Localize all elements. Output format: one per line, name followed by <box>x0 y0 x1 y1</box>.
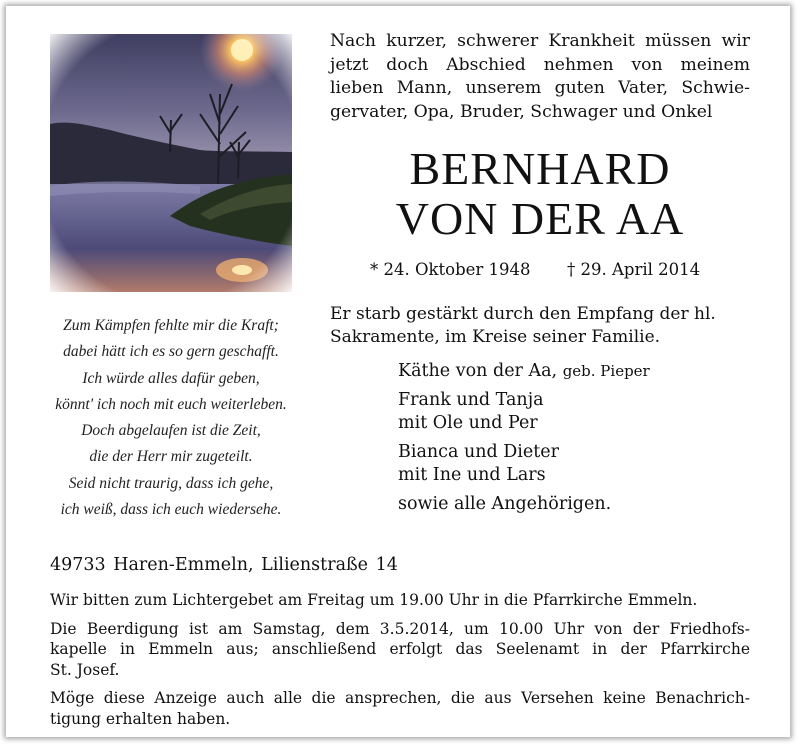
mourner-group <box>398 389 758 436</box>
deceased-first-name: BERNHARD <box>409 143 671 194</box>
mourner-widow <box>398 360 758 384</box>
notice-line: St. Josef. <box>50 660 120 679</box>
mourner-line: mit Ole und Per <box>398 413 538 433</box>
prayer-notice <box>50 590 750 611</box>
intro-text <box>330 30 750 124</box>
funeral-notice <box>50 619 750 681</box>
poem-line: könnt' ich noch mit euch weiterleben. <box>55 395 287 413</box>
death-note-line: Er starb gestärkt durch den Empfang der hl. <box>330 304 716 324</box>
death-note-line: Sakramente, im Kreise seiner Familie. <box>330 327 661 347</box>
notices <box>50 590 750 737</box>
deceased-name <box>330 144 750 244</box>
mourner-line: mit Ine und Lars <box>398 465 546 485</box>
notice-line: tigung erhalten haben. <box>50 709 231 728</box>
widow-name: Käthe von der Aa, <box>398 361 558 381</box>
birth-date: * 24. Oktober 1948 <box>370 260 531 279</box>
mourner-line: sowie alle Angehörigen. <box>398 493 612 514</box>
intro-line: lieben Mann, unserem guten Vater, Schwie- <box>330 78 750 98</box>
intro-line: gervater, Opa, Bruder, Schwager und Onkel <box>330 101 713 122</box>
sunset-river-photo <box>50 34 292 292</box>
poem-line: die der Herr mir zugeteilt. <box>89 448 253 466</box>
poem-line: Zum Kämpfen fehlte mir die Kraft; <box>63 317 279 334</box>
poem <box>40 313 302 523</box>
death-note <box>330 303 750 349</box>
notice-line: Möge diese Anzeige auch alle die ansprechen, die aus Versehen keine Benachrich- <box>50 689 750 707</box>
intro-line: Nach kurzer, schwerer Krankheit müssen wir <box>330 31 750 51</box>
intro-line: jetzt doch Abschied nehmen von meinem <box>330 54 750 75</box>
death-date: † 29. April 2014 <box>567 260 701 279</box>
apology-notice <box>50 688 750 729</box>
mourners-list <box>398 360 758 521</box>
notice-line: kapelle in Emmeln aus; anschließend erfolgt das Seelenamt in der Pfarrkirche <box>50 640 750 658</box>
notice-line: Die Beerdigung ist am Samstag, dem 3.5.2014, um 10.00 Uhr von der Friedhofs- <box>50 619 750 638</box>
mourner-group <box>398 441 758 488</box>
family-address: 49733 Haren-Emmeln, Lilienstraße 14 <box>50 555 398 575</box>
poem-line: Doch abgelaufen ist die Zeit, <box>81 422 261 440</box>
widow-maiden-name: geb. Pieper <box>562 362 650 380</box>
poem-line: Ich würde alles dafür geben, <box>82 369 260 387</box>
mourner-line: Bianca und Dieter <box>398 441 560 462</box>
poem-line: Seid nicht traurig, dass ich gehe, <box>68 474 274 492</box>
mourner-line: Frank und Tanja <box>398 389 544 410</box>
poem-line: ich weiß, dass ich euch wiedersehe. <box>60 501 282 519</box>
poem-line: dabei hätt ich es so gern geschafft. <box>63 343 279 361</box>
mourner-others <box>398 493 758 517</box>
notice-line: Wir bitten zum Lichtergebet am Freitag um 19.00 Uhr in die Pfarrkirche Emmeln. <box>50 591 698 609</box>
deceased-last-name: VON DER AA <box>395 193 685 244</box>
